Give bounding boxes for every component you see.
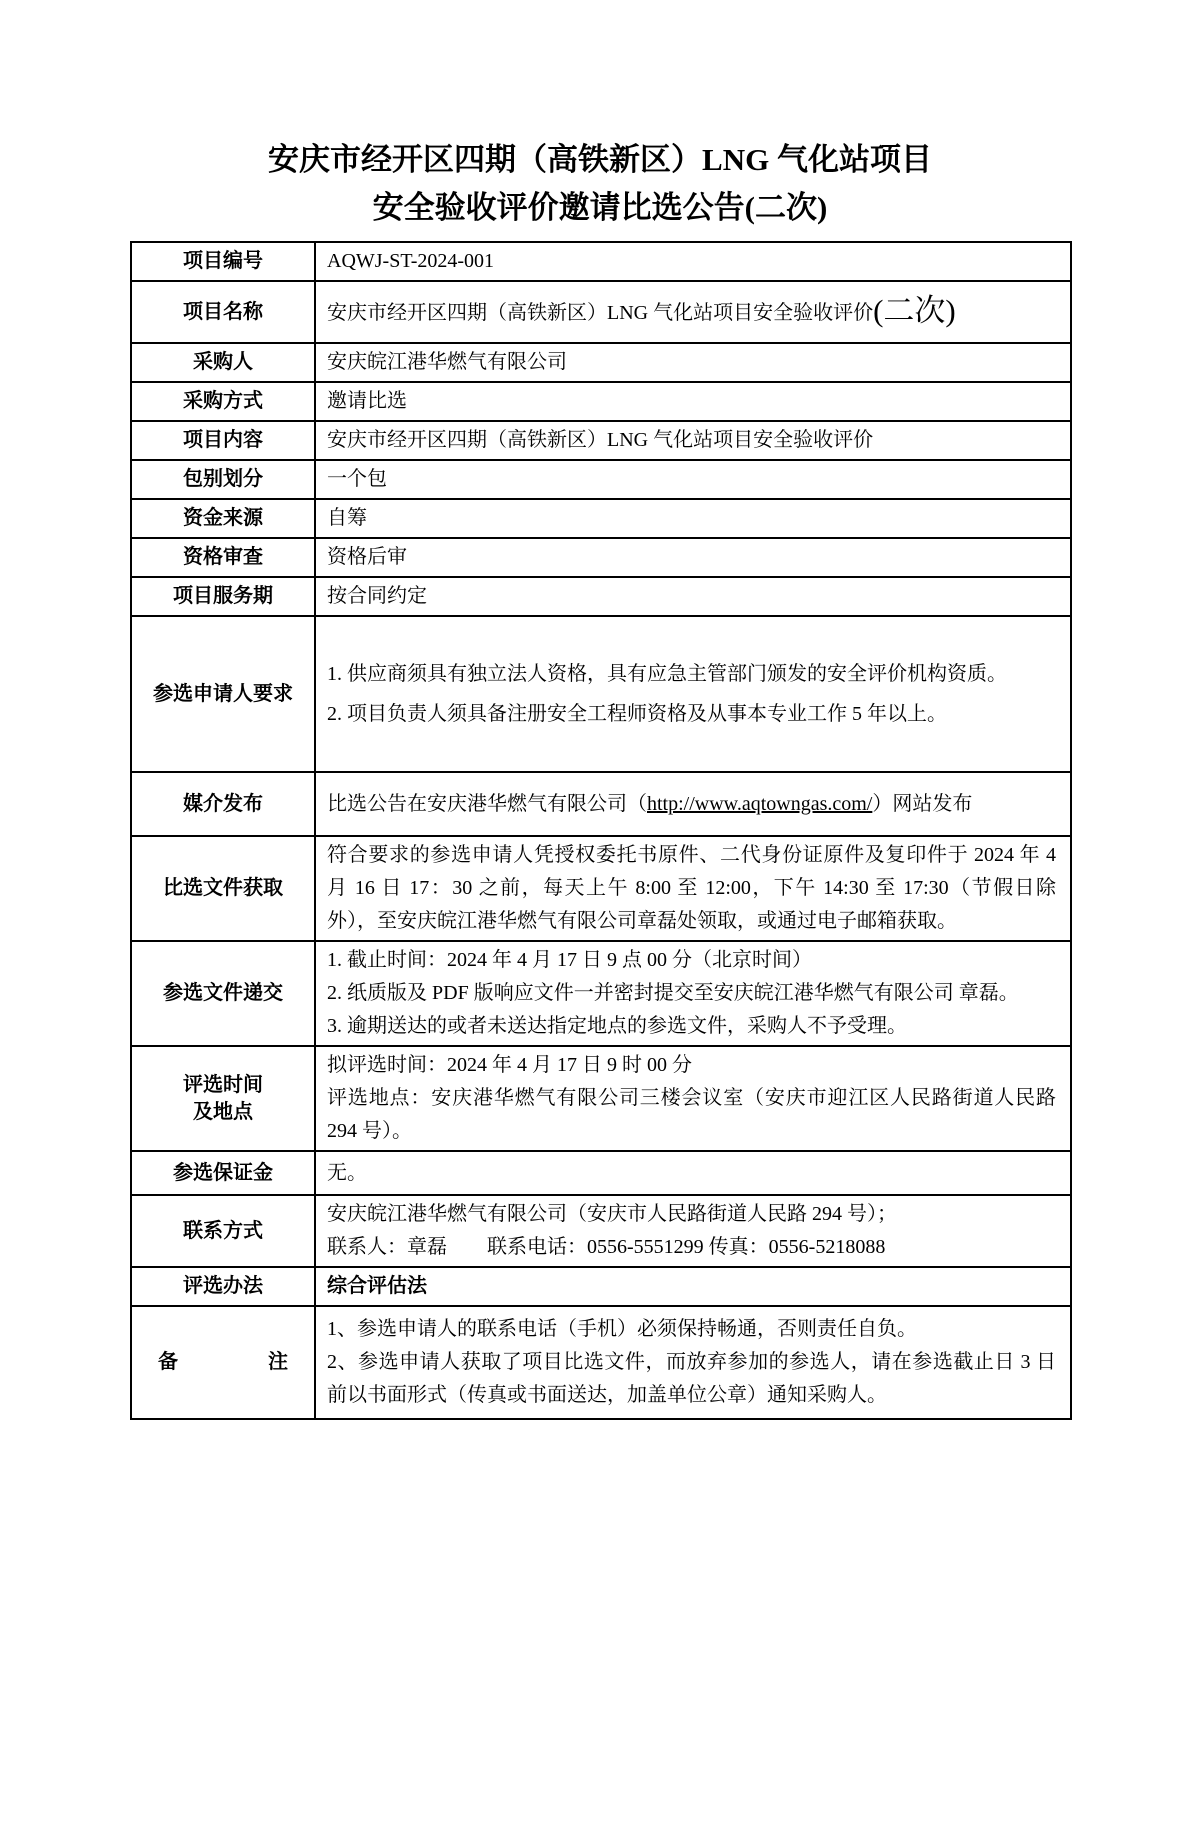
media-publication-prefix: 比选公告在安庆港华燃气有限公司（ [327,792,647,815]
row-label-bid-deposit: 参选保证金 [131,1151,315,1195]
row-value-document-submission [315,941,1071,1046]
table-row-funding-source [131,499,1071,538]
row-value-project-name [315,281,1071,343]
row-label-document-submission: 参选文件递交 [131,941,315,1046]
row-value-applicant-requirements [315,616,1071,772]
row-value-funding-source: 自筹 [315,499,1071,538]
media-publication-suffix: ）网站发布 [872,792,973,815]
row-label-package-division: 包别划分 [131,460,315,499]
table-row-qualification-review [131,538,1071,577]
row-value-contact-info [315,1195,1071,1267]
submission-item-1: 1. 截止时间：2024 年 4 月 17 日 9 点 00 分（北京时间） [327,949,812,971]
row-label-purchase-method: 采购方式 [131,382,315,421]
table-row-contact-info [131,1195,1071,1267]
requirement-item-1: 1. 供应商须具有独立法人资格，具有应急主管部门颁发的安全评价机构资质。 [327,662,1007,685]
table-row-remarks [131,1306,1071,1419]
row-value-qualification-review: 资格后审 [315,538,1071,577]
row-value-project-number: AQWJ-ST-2024-001 [315,242,1071,281]
evaluation-label-line2: 及地点 [193,1100,253,1123]
table-row-applicant-requirements [131,616,1071,772]
website-link[interactable]: http://www.aqtowngas.com/ [647,792,873,815]
requirement-item-2: 2. 项目负责人须具备注册安全工程师资格及从事本专业工作 5 年以上。 [327,702,947,725]
row-label-evaluation-method: 评选办法 [131,1267,315,1306]
row-label-project-name: 项目名称 [131,281,315,343]
row-value-project-content: 安庆市经开区四期（高铁新区）LNG 气化站项目安全验收评价 [315,421,1071,460]
remarks-label-right: 注 [268,1351,288,1373]
row-value-evaluation-time-place [315,1046,1071,1151]
row-value-evaluation-method: 综合评估法 [315,1267,1071,1306]
table-row-evaluation-method [131,1267,1071,1306]
remarks-item-2: 2、参选申请人获取了项目比选文件，而放弃参加的参选人，请在参选截止日 3 日前以书面形式（传真或书面送达，加盖单位公章）通知采购人。 [327,1351,1056,1406]
row-value-service-period: 按合同约定 [315,577,1071,616]
table-row-package-division [131,460,1071,499]
row-value-purchase-method: 邀请比选 [315,382,1071,421]
table-row-bid-deposit [131,1151,1071,1195]
row-label-service-period: 项目服务期 [131,577,315,616]
row-value-package-division: 一个包 [315,460,1071,499]
table-row-project-content [131,421,1071,460]
table-row-evaluation-time-place [131,1046,1071,1151]
table-row-document-submission [131,941,1071,1046]
evaluation-time-line: 拟评选时间：2024 年 4 月 17 日 9 时 00 分 [327,1054,692,1076]
table-row-service-period [131,577,1071,616]
table-row-project-number [131,242,1071,281]
row-label-contact-info: 联系方式 [131,1195,315,1267]
remarks-label [132,1349,314,1376]
table-row-project-name [131,281,1071,343]
project-name-second-round-suffix: (二次) [873,293,956,328]
submission-item-2: 2. 纸质版及 PDF 版响应文件一并密封提交至安庆皖江港华燃气有限公司 章磊。 [327,982,1019,1004]
row-value-bid-deposit: 无。 [315,1151,1071,1195]
row-value-document-obtainment: 符合要求的参选申请人凭授权委托书原件、二代身份证原件及复印件于 2024 年 4 月 16 日 17：30 之前，每天上午 8:00 至 12:00，下午 14:30 至 17:30（节假日除外），至安庆皖江港华燃气有限公司章磊处领取，或通过电子邮箱获取。 [315,836,1071,941]
contact-address-line: 安庆皖江港华燃气有限公司（安庆市人民路街道人民路 294 号）； [327,1203,897,1225]
row-label-document-obtainment: 比选文件获取 [131,836,315,941]
table-row-purchase-method [131,382,1071,421]
table-row-document-obtainment [131,836,1071,941]
row-value-media-publication [315,772,1071,836]
document-title [0,136,1200,232]
row-label-purchaser: 采购人 [131,343,315,382]
row-value-remarks [315,1306,1071,1419]
row-label-project-number: 项目编号 [131,242,315,281]
document-page [0,136,1200,1833]
table-row-purchaser [131,343,1071,382]
row-label-funding-source: 资金来源 [131,499,315,538]
remarks-item-1: 1、参选申请人的联系电话（手机）必须保持畅通，否则责任自负。 [327,1318,917,1340]
row-label-remarks [131,1306,315,1419]
row-label-qualification-review: 资格审查 [131,538,315,577]
row-label-media-publication: 媒介发布 [131,772,315,836]
project-name-text: 安庆市经开区四期（高铁新区）LNG 气化站项目安全验收评价 [327,302,874,324]
row-label-applicant-requirements: 参选申请人要求 [131,616,315,772]
remarks-label-left: 备 [158,1351,178,1373]
row-value-purchaser: 安庆皖江港华燃气有限公司 [315,343,1071,382]
row-label-project-content: 项目内容 [131,421,315,460]
document-title-line2: 安全验收评价邀请比选公告(二次) [372,190,828,225]
contact-person-line: 联系人：章磊 联系电话：0556-5551299 传真：0556-5218088 [327,1236,886,1258]
row-label-evaluation-time-place [131,1046,315,1151]
document-title-line1: 安庆市经开区四期（高铁新区）LNG 气化站项目 [268,142,932,177]
table-row-media-publication [131,772,1071,836]
evaluation-label-line1: 评选时间 [183,1073,263,1096]
announcement-table [130,241,1072,1420]
submission-item-3: 3. 逾期送达的或者未送达指定地点的参选文件，采购人不予受理。 [327,1015,907,1037]
evaluation-place-line: 评选地点：安庆港华燃气有限公司三楼会议室（安庆市迎江区人民路街道人民路 294 号）。 [327,1087,1056,1142]
